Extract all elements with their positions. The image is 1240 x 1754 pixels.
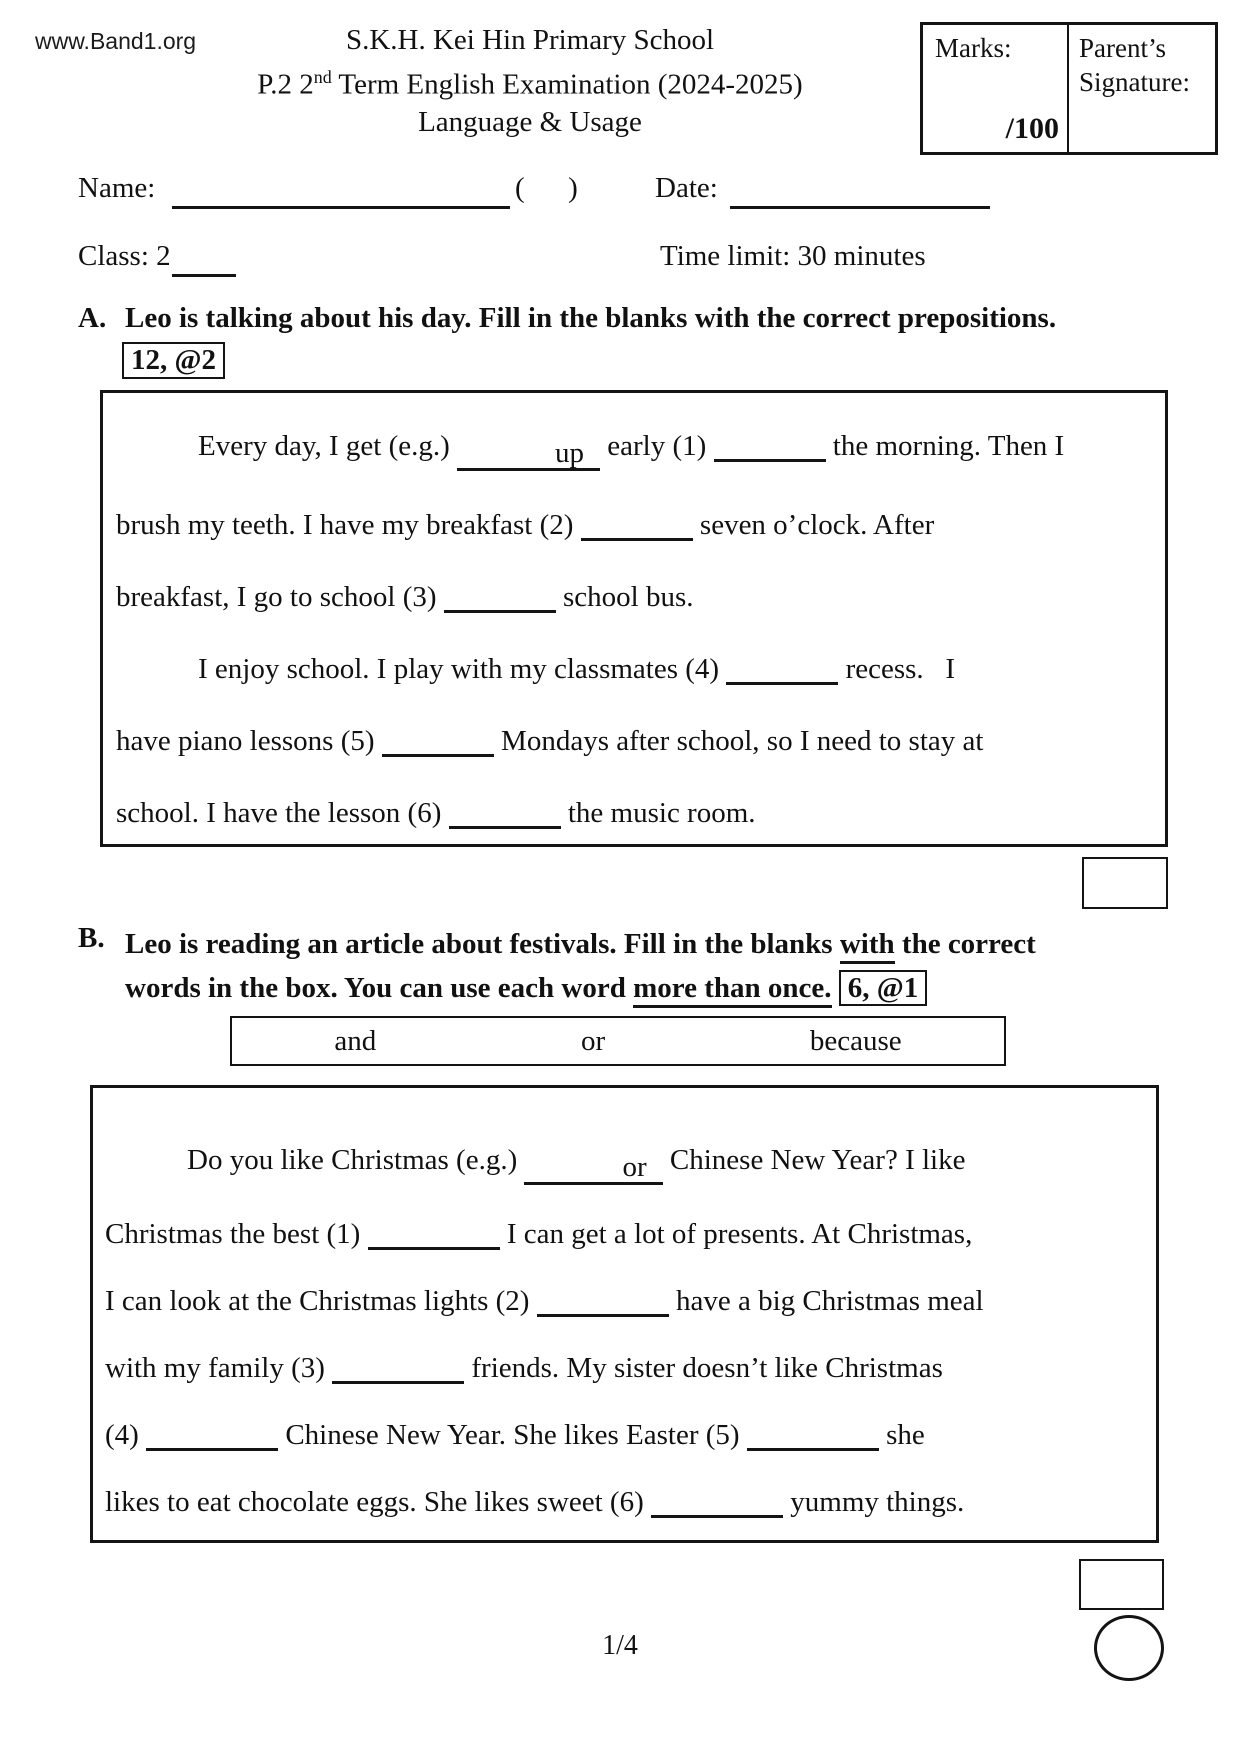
superscript-text: nd — [313, 67, 332, 87]
answer-blank[interactable] — [449, 796, 561, 829]
watermark-url: www.Band1.org — [35, 28, 197, 54]
word-bank-item: and — [334, 1024, 377, 1057]
section-a-passage-box — [100, 390, 1168, 847]
answer-blank[interactable] — [537, 1284, 669, 1317]
school-name: S.K.H. Kei Hin Primary School — [345, 24, 715, 56]
passage-line: brush my teeth. I have my breakfast (2) seven o’clock. After — [116, 509, 935, 541]
marks-label: Marks: — [935, 33, 1012, 63]
name-label: Name: — [78, 172, 156, 204]
subject-title: Language & Usage — [418, 105, 642, 138]
class-label: Class: 2 — [78, 240, 171, 272]
class-blank-line[interactable] — [172, 240, 236, 277]
passage-line: breakfast, I go to school (3) school bus. — [116, 581, 694, 613]
passage-line: I enjoy school. I play with my classmates (4) recess. I — [198, 653, 956, 685]
marks-total: /100 — [1005, 112, 1059, 145]
passage-line: likes to eat chocolate eggs. She likes sweet (6) yummy things. — [105, 1486, 965, 1518]
passage-line: Do you like Christmas (e.g.) or Chinese New Year? I like — [187, 1144, 966, 1183]
section-a-label: A. — [78, 302, 107, 334]
section-b-marks-tag: 6, @1 — [839, 970, 927, 1006]
passage-line: Christmas the best (1) I can get a lot of presents. At Christmas, — [105, 1218, 973, 1250]
answer-blank[interactable] — [581, 508, 693, 541]
section-b-instruction — [125, 922, 1036, 1010]
passage-line: with my family (3) friends. My sister doesn’t like Christmas — [105, 1352, 943, 1384]
word-bank-item: or — [580, 1024, 606, 1057]
passage-line: school. I have the lesson (6) the music room. — [116, 797, 756, 829]
header-title-block — [235, 22, 825, 141]
word-bank-box — [230, 1016, 1006, 1066]
answer-blank[interactable] — [714, 429, 826, 462]
section-b-label: B. — [78, 922, 105, 954]
class-number-parens: ( ) — [515, 172, 578, 204]
passage-line: (4) Chinese New Year. She likes Easter (5) she — [105, 1419, 925, 1451]
date-label: Date: — [655, 172, 718, 204]
answer-blank[interactable] — [332, 1351, 464, 1384]
section-b-instruction-line1: Leo is reading an article about festivals. Fill in the blanks with the correct — [125, 922, 1036, 966]
marks-box — [923, 25, 1069, 152]
section-a-instruction: Leo is talking about his day. Fill in the blanks with the correct prepositions. — [125, 302, 1057, 334]
name-blank-line[interactable] — [172, 172, 510, 209]
passage-line: I can look at the Christmas lights (2) have a big Christmas meal — [105, 1285, 984, 1317]
exam-title: P.2 2nd Term English Examination (2024-2025) — [257, 67, 803, 101]
answer-blank[interactable] — [747, 1418, 879, 1451]
date-blank-line[interactable] — [730, 172, 990, 209]
section-a-marks-tag: 12, @2 — [122, 342, 225, 379]
example-answer-blank[interactable]: or — [524, 1152, 662, 1185]
section-b-passage-box — [90, 1085, 1159, 1543]
parent-signature-label: Parent’s Signature: — [1079, 33, 1190, 97]
marks-panel — [920, 22, 1218, 155]
answer-blank[interactable] — [444, 580, 556, 613]
answer-blank[interactable] — [146, 1418, 278, 1451]
answer-blank[interactable] — [368, 1217, 500, 1250]
parent-signature-box[interactable] — [1069, 25, 1215, 152]
answer-blank[interactable] — [382, 724, 494, 757]
section-a-score-box[interactable] — [1082, 857, 1168, 909]
answer-blank[interactable] — [651, 1485, 783, 1518]
section-b-instruction-line2: words in the box. You can use each word more than once. 6, @1 — [125, 966, 1036, 1010]
example-answer-blank[interactable]: up — [457, 438, 600, 471]
word-bank-item: because — [809, 1024, 902, 1057]
underlined-text: with — [840, 928, 895, 964]
passage-line: Every day, I get (e.g.) up early (1) the morning. Then I — [198, 430, 1065, 469]
underlined-text: more than once. — [633, 972, 831, 1008]
passage-line: have piano lessons (5) Mondays after school, so I need to stay at — [116, 725, 984, 757]
page-number: 1/4 — [602, 1630, 638, 1661]
section-b-score-box[interactable] — [1079, 1559, 1164, 1610]
time-limit: Time limit: 30 minutes — [660, 240, 926, 272]
answer-blank[interactable] — [726, 652, 838, 685]
